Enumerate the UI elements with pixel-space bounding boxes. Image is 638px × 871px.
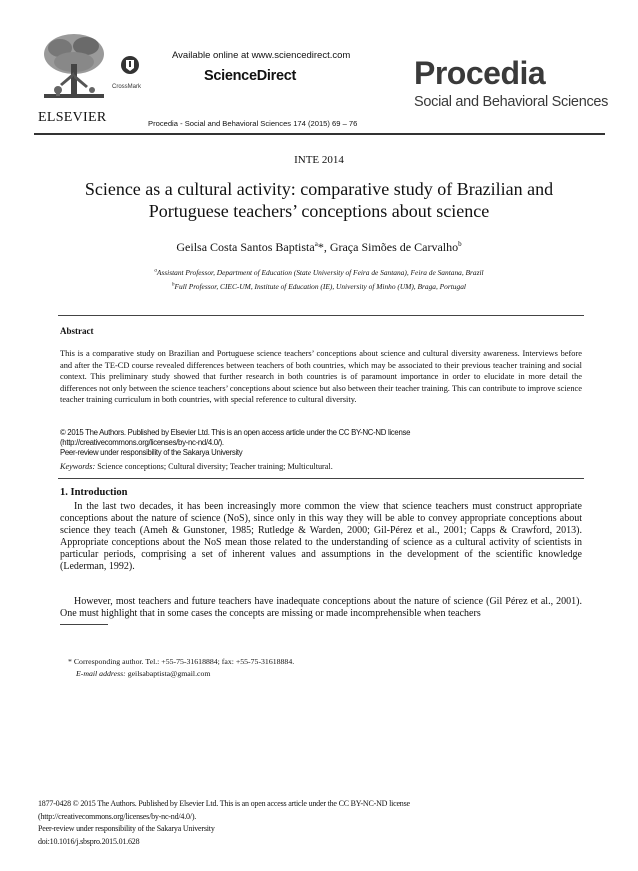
- abstract-license-link[interactable]: (http://creativecommons.org/licenses/by-nc-nd/4.0/).: [60, 438, 224, 447]
- keywords-label: Keywords:: [60, 462, 96, 471]
- affil-a-text: Assistant Professor, Department of Education (State University of Feira de Santana), Feira de Santana, Brazil: [156, 268, 484, 277]
- footer-peer-review: Peer-review under responsibility of the Sakarya University: [38, 824, 215, 833]
- intro-paragraph-1: [60, 501, 582, 572]
- intro-paragraph-2: [60, 596, 582, 620]
- title-line-2: Portuguese teachers’ conceptions about science: [148, 201, 490, 221]
- footer-license-link[interactable]: (http://creativecommons.org/licenses/by-nc-nd/4.0/).: [38, 812, 197, 821]
- journal-brand-subtitle: Social and Behavioral Sciences: [414, 94, 609, 110]
- author-list: [0, 240, 638, 255]
- intro-paragraph-1-text: In the last two decades, it has been increasingly more common the view that science teachers must construct appropriate conceptions about the nature of science (NoS), since only in this way they will be able to convey appropriate conceptions about science they teach (Ameh & Gunstoner, 1985; Rutledge & Warden, 2000; Gil-Pérez et al., 2001; Capps & Crawford, 2013). Appropriate conceptions about the NoS mean those related to the understanding of science as a cultural activity of scientists in particular periods, comprising a set of inherent values and assumptions in the development of the scientific knowledge (Lederman, 1992).: [60, 501, 582, 572]
- author-2: Graça Simões de Carvalho: [329, 240, 459, 254]
- title-line-1: Science as a cultural activity: comparative study of Brazilian and: [84, 179, 554, 199]
- elsevier-tree-logo: [38, 28, 110, 110]
- footer-doi[interactable]: doi:10.1016/j.sbspro.2015.01.628: [38, 837, 140, 846]
- journal-citation: Procedia - Social and Behavioral Sciences 174 (2015) 69 – 76: [148, 119, 358, 128]
- sciencedirect-logo: ScienceDirect: [204, 68, 297, 84]
- affil-b-mark: b: [172, 282, 175, 288]
- affil-a-mark: a: [154, 268, 157, 274]
- author-2-affil-mark: b: [458, 240, 462, 248]
- conference-name: INTE 2014: [294, 154, 344, 166]
- affil-b-text: Full Professor, CIEC-UM, Institute of Education (IE), University of Minho (UM), Braga, Portugal: [174, 282, 466, 291]
- author-1: Geilsa Costa Santos Baptista: [176, 240, 315, 254]
- keywords: [60, 462, 333, 471]
- corresponding-author-note: * Corresponding author. Tel.: +55-75-31618884; fax: +55-75-31618884.: [68, 657, 295, 666]
- email-address[interactable]: geilsabaptista@gmail.com: [125, 669, 211, 678]
- section-heading-introduction: 1. Introduction: [60, 487, 128, 498]
- intro-paragraph-2-text: However, most teachers and future teachers have inadequate conceptions about the nature of science (Gil Pérez et al., 2001). One must highlight that in some cases the concepts are missing or made incomprehensible when teachers: [60, 596, 582, 619]
- available-online-text: Available online at www.sciencedirect.com: [172, 50, 351, 61]
- abstract-heading: Abstract: [60, 326, 94, 336]
- abstract-license-line-1: © 2015 The Authors. Published by Elsevier Ltd. This is an open access article under the CC BY-NC-ND license: [60, 428, 411, 437]
- keywords-list: Science conceptions; Cultural diversity; Teacher training; Multicultural.: [95, 462, 333, 471]
- email-label: E-mail address:: [76, 669, 126, 678]
- abstract-bottom-rule: [58, 478, 584, 479]
- footnote-rule: [60, 624, 108, 625]
- crossmark-icon[interactable]: [120, 55, 140, 79]
- affiliation-b: [0, 282, 638, 291]
- header-divider: [34, 133, 605, 135]
- corresponding-mark: *,: [317, 240, 330, 254]
- email-note: [76, 669, 210, 678]
- footer-copyright: 1877-0428 © 2015 The Authors. Published by Elsevier Ltd. This is an open access article under the CC BY-NC-ND license: [38, 799, 410, 808]
- abstract-body: This is a comparative study on Brazilian and Portuguese science teachers’ conceptions about science and cultural diversity awareness. Interviews before and after the TE-CD course revealed differences between teachers of both countries, which may be associated to their previous teacher training and social context. This preliminary study showed that further research in both countries is of paramount importance in order to elucidate in more detail the differences not only between the science teachers’ conceptions about science but also between their teacher training. This can contribute to improve science teacher training curriculum in both countries, with special reference to cultural diversity.: [60, 349, 582, 404]
- crossmark-label: CrossMark: [112, 84, 142, 90]
- abstract-peer-review: Peer-review under responsibility of the Sakarya University: [60, 448, 243, 457]
- article-title: [40, 178, 598, 222]
- author-1-affil-mark: a: [314, 240, 318, 248]
- publisher-name: ELSEVIER: [38, 110, 107, 125]
- affiliation-a: [0, 268, 638, 277]
- abstract-top-rule: [58, 315, 584, 316]
- journal-brand: Procedia: [414, 55, 546, 91]
